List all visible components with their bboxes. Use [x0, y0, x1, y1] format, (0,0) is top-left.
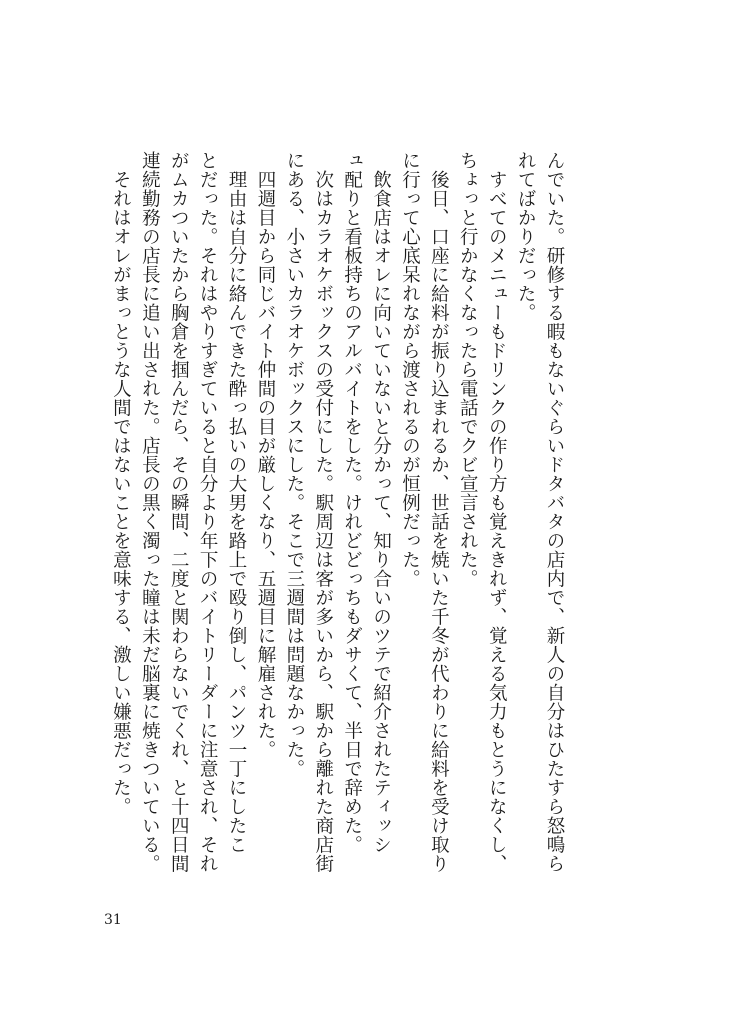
text-line: ュ配りと看板持ちのアルバイトをした。けれどどっちもダサくて、半日で辞めた。	[341, 151, 363, 854]
text-line: ちょっと行かなくなったら電話でクビ宣言された。	[457, 151, 479, 588]
text-line: 後日、口座に給料が振り込まれるか、世話を焼いた千冬が代わりに給料を受け取り	[428, 151, 450, 873]
page-number: 31	[104, 912, 122, 928]
text-line: 四週目から同じバイト仲間の目が厳しくなり、五週目に解雇された。	[254, 151, 276, 759]
text-line: に行って心底呆れながら渡されるのが恒例だった。	[399, 151, 421, 588]
novel-text-block	[106, 151, 569, 871]
text-line: 飲食店はオレに向いていないと分かって、知り合いのツテで紹介されたティッシ	[370, 151, 392, 854]
text-line: 理由は自分に絡んできた酔っ払いの大男を路上で殴り倒し、パンツ一丁にしたこ	[226, 151, 248, 854]
text-line: んでいた。研修する暇もないぐらいドタバタの店内で、新人の自分はひたすら怒鳴ら	[544, 151, 565, 873]
text-line: とだった。それはやりすぎていると自分より年下のバイトリーダーに注意され、それ	[197, 151, 219, 873]
text-line: それはオレがまっとうな人間ではないことを意味する、激しい嫌悪だった。	[110, 151, 132, 816]
text-line: 連続勤務の店長に追い出された。店長の黒く濁った瞳は未だ脳裏に焼きついている。	[139, 151, 161, 873]
text-line: 次はカラオケボックスの受付にした。駅周辺は客が多いから、駅から離れた商店街	[312, 151, 334, 873]
text-line: れてばかりだった。	[515, 151, 537, 322]
text-line: にある、小さいカラオケボックスにした。そこで三週間は問題なかった。	[283, 151, 305, 778]
text-line: すべてのメニューもドリンクの作り方も覚えきれず、覚える気力もとうになくし、	[486, 151, 508, 873]
text-line: がムカついたから胸倉を掴んだら、その瞬間、二度と関わらないでくれ、と十四日間	[168, 151, 190, 873]
